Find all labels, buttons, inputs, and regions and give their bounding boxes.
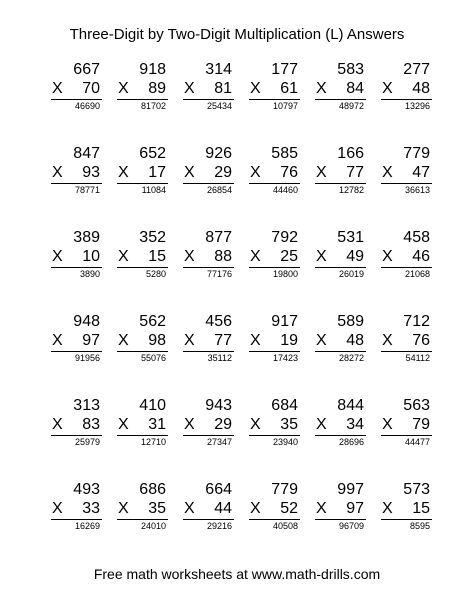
problem-row bbox=[40, 481, 436, 565]
multiplier: 89 bbox=[148, 80, 166, 97]
multiplicand: 684 bbox=[271, 397, 298, 414]
multiplicand: 573 bbox=[403, 481, 430, 498]
answer-line bbox=[183, 183, 234, 184]
answer-line bbox=[51, 183, 102, 184]
product-answer: 81702 bbox=[140, 101, 166, 111]
multiplier: 49 bbox=[346, 248, 364, 265]
multiplier: 61 bbox=[280, 80, 298, 97]
multiplier: 46 bbox=[412, 248, 430, 265]
multiplier: 76 bbox=[280, 164, 298, 181]
product-answer: 44477 bbox=[404, 437, 430, 447]
product-answer: 27347 bbox=[206, 437, 232, 447]
times-sign: X bbox=[316, 332, 327, 349]
multiplication-problem bbox=[106, 481, 172, 565]
answer-line bbox=[315, 99, 366, 100]
times-sign: X bbox=[184, 416, 195, 433]
multiplicand: 948 bbox=[73, 313, 100, 330]
multiplication-problem bbox=[304, 229, 370, 313]
problem-row bbox=[40, 397, 436, 481]
multiplication-problem bbox=[304, 313, 370, 397]
multiplicand: 456 bbox=[205, 313, 232, 330]
product-answer: 5280 bbox=[145, 269, 166, 279]
times-sign: X bbox=[52, 416, 63, 433]
times-sign: X bbox=[382, 80, 393, 97]
times-sign: X bbox=[316, 80, 327, 97]
answer-line bbox=[183, 519, 234, 520]
answer-line bbox=[315, 183, 366, 184]
multiplier: 97 bbox=[82, 332, 100, 349]
multiplicand: 779 bbox=[271, 481, 298, 498]
times-sign: X bbox=[382, 500, 393, 517]
answer-line bbox=[183, 99, 234, 100]
answer-line bbox=[183, 267, 234, 268]
multiplier: 10 bbox=[82, 248, 100, 265]
times-sign: X bbox=[382, 164, 393, 181]
answer-line bbox=[381, 99, 432, 100]
answer-line bbox=[183, 435, 234, 436]
multiplication-problem bbox=[172, 397, 238, 481]
product-answer: 46690 bbox=[74, 101, 100, 111]
answer-line bbox=[249, 351, 300, 352]
multiplicand: 410 bbox=[139, 397, 166, 414]
times-sign: X bbox=[184, 164, 195, 181]
multiplication-problem bbox=[172, 481, 238, 565]
answer-line bbox=[381, 183, 432, 184]
times-sign: X bbox=[382, 332, 393, 349]
worksheet-title: Three-Digit by Two-Digit Multiplication (L) Answers bbox=[69, 26, 405, 43]
multiplicand: 779 bbox=[403, 145, 430, 162]
multiplier: 35 bbox=[280, 416, 298, 433]
answer-line bbox=[315, 519, 366, 520]
answer-line bbox=[381, 519, 432, 520]
multiplicand: 589 bbox=[337, 313, 364, 330]
product-answer: 13296 bbox=[404, 101, 430, 111]
multiplier: 88 bbox=[214, 248, 232, 265]
answer-line bbox=[117, 99, 168, 100]
multiplicand: 585 bbox=[271, 145, 298, 162]
product-answer: 54112 bbox=[405, 353, 430, 363]
multiplicand: 918 bbox=[139, 61, 166, 78]
multiplier: 31 bbox=[148, 416, 166, 433]
times-sign: X bbox=[118, 248, 129, 265]
multiplicand: 844 bbox=[337, 397, 364, 414]
multiplier: 52 bbox=[280, 500, 298, 517]
answer-line bbox=[381, 351, 432, 352]
multiplicand: 493 bbox=[73, 481, 100, 498]
multiplier: 81 bbox=[214, 80, 232, 97]
multiplicand: 177 bbox=[271, 61, 298, 78]
times-sign: X bbox=[316, 248, 327, 265]
multiplier: 17 bbox=[148, 164, 166, 181]
multiplicand: 531 bbox=[337, 229, 364, 246]
multiplier: 76 bbox=[412, 332, 430, 349]
multiplication-problem bbox=[238, 397, 304, 481]
product-answer: 44460 bbox=[272, 185, 298, 195]
answer-line bbox=[249, 519, 300, 520]
answer-line bbox=[117, 519, 168, 520]
product-answer: 12782 bbox=[338, 185, 364, 195]
product-answer: 96709 bbox=[338, 521, 364, 531]
multiplier: 77 bbox=[346, 164, 364, 181]
multiplication-problem bbox=[106, 397, 172, 481]
multiplier: 34 bbox=[346, 416, 364, 433]
multiplier: 44 bbox=[214, 500, 232, 517]
multiplication-problem bbox=[40, 397, 106, 481]
answer-line bbox=[315, 435, 366, 436]
problem-row bbox=[40, 229, 436, 313]
multiplication-problem bbox=[40, 61, 106, 145]
product-answer: 16269 bbox=[74, 521, 100, 531]
times-sign: X bbox=[52, 164, 63, 181]
multiplication-problem bbox=[172, 61, 238, 145]
times-sign: X bbox=[52, 500, 63, 517]
multiplication-problem bbox=[304, 397, 370, 481]
multiplication-problem bbox=[370, 397, 436, 481]
multiplier: 35 bbox=[148, 500, 166, 517]
multiplication-problem bbox=[40, 229, 106, 313]
problem-row bbox=[40, 61, 436, 145]
multiplier: 33 bbox=[82, 500, 100, 517]
multiplicand: 562 bbox=[139, 313, 166, 330]
times-sign: X bbox=[118, 332, 129, 349]
times-sign: X bbox=[250, 164, 261, 181]
multiplier: 93 bbox=[82, 164, 100, 181]
times-sign: X bbox=[118, 500, 129, 517]
multiplication-problem bbox=[370, 61, 436, 145]
multiplication-problem bbox=[238, 61, 304, 145]
product-answer: 91956 bbox=[74, 353, 100, 363]
multiplication-problem bbox=[304, 61, 370, 145]
product-answer: 25979 bbox=[74, 437, 100, 447]
multiplication-problem bbox=[40, 481, 106, 565]
product-answer: 78771 bbox=[74, 185, 100, 195]
product-answer: 28272 bbox=[338, 353, 364, 363]
answer-line bbox=[315, 351, 366, 352]
times-sign: X bbox=[52, 332, 63, 349]
multiplicand: 686 bbox=[139, 481, 166, 498]
multiplier: 19 bbox=[280, 332, 298, 349]
times-sign: X bbox=[52, 80, 63, 97]
multiplication-problem bbox=[370, 229, 436, 313]
multiplication-problem bbox=[106, 313, 172, 397]
times-sign: X bbox=[316, 500, 327, 517]
multiplication-problem bbox=[238, 145, 304, 229]
multiplicand: 664 bbox=[205, 481, 232, 498]
multiplicand: 667 bbox=[73, 61, 100, 78]
times-sign: X bbox=[184, 248, 195, 265]
times-sign: X bbox=[250, 500, 261, 517]
multiplier: 77 bbox=[214, 332, 232, 349]
multiplier: 29 bbox=[214, 164, 232, 181]
multiplication-problem bbox=[106, 145, 172, 229]
multiplication-problem bbox=[172, 313, 238, 397]
multiplicand: 352 bbox=[139, 229, 166, 246]
answer-line bbox=[117, 183, 168, 184]
multiplicand: 997 bbox=[337, 481, 364, 498]
multiplication-problem bbox=[40, 313, 106, 397]
multiplicand: 389 bbox=[73, 229, 100, 246]
product-answer: 48972 bbox=[338, 101, 364, 111]
problem-row bbox=[40, 313, 436, 397]
multiplier: 15 bbox=[148, 248, 166, 265]
multiplier: 70 bbox=[82, 80, 100, 97]
product-answer: 26854 bbox=[206, 185, 232, 195]
multiplication-problem bbox=[238, 481, 304, 565]
multiplicand: 877 bbox=[205, 229, 232, 246]
times-sign: X bbox=[52, 248, 63, 265]
answer-line bbox=[117, 267, 168, 268]
multiplicand: 563 bbox=[403, 397, 430, 414]
multiplicand: 583 bbox=[337, 61, 364, 78]
answer-line bbox=[315, 267, 366, 268]
multiplier: 98 bbox=[148, 332, 166, 349]
multiplication-problem bbox=[40, 145, 106, 229]
times-sign: X bbox=[316, 164, 327, 181]
product-answer: 28696 bbox=[338, 437, 364, 447]
answer-line bbox=[249, 435, 300, 436]
multiplicand: 926 bbox=[205, 145, 232, 162]
product-answer: 21068 bbox=[404, 269, 430, 279]
product-answer: 11084 bbox=[141, 185, 166, 195]
times-sign: X bbox=[382, 248, 393, 265]
answer-line bbox=[249, 267, 300, 268]
multiplier: 29 bbox=[214, 416, 232, 433]
multiplicand: 652 bbox=[139, 145, 166, 162]
multiplication-problem bbox=[238, 229, 304, 313]
times-sign: X bbox=[250, 80, 261, 97]
product-answer: 12710 bbox=[140, 437, 166, 447]
multiplier: 25 bbox=[280, 248, 298, 265]
answer-line bbox=[51, 351, 102, 352]
multiplicand: 712 bbox=[403, 313, 430, 330]
times-sign: X bbox=[118, 164, 129, 181]
product-answer: 10797 bbox=[272, 101, 298, 111]
multiplicand: 314 bbox=[205, 61, 232, 78]
times-sign: X bbox=[250, 332, 261, 349]
multiplier: 83 bbox=[82, 416, 100, 433]
product-answer: 25434 bbox=[206, 101, 232, 111]
multiplicand: 943 bbox=[205, 397, 232, 414]
footer-text: Free math worksheets at www.math-drills.com bbox=[93, 566, 381, 582]
multiplier: 79 bbox=[412, 416, 430, 433]
answer-line bbox=[249, 183, 300, 184]
multiplicand: 792 bbox=[271, 229, 298, 246]
answer-line bbox=[117, 435, 168, 436]
product-answer: 40508 bbox=[272, 521, 298, 531]
answer-line bbox=[51, 267, 102, 268]
answer-line bbox=[51, 99, 102, 100]
multiplication-problem bbox=[304, 145, 370, 229]
answer-line bbox=[381, 435, 432, 436]
answer-line bbox=[117, 351, 168, 352]
product-answer: 29216 bbox=[206, 521, 232, 531]
multiplicand: 917 bbox=[271, 313, 298, 330]
multiplier: 97 bbox=[346, 500, 364, 517]
multiplier: 48 bbox=[412, 80, 430, 97]
multiplier: 15 bbox=[412, 500, 430, 517]
multiplicand: 313 bbox=[73, 397, 100, 414]
multiplication-problem bbox=[106, 229, 172, 313]
multiplicand: 277 bbox=[403, 61, 430, 78]
product-answer: 55076 bbox=[140, 353, 166, 363]
multiplicand: 166 bbox=[337, 145, 364, 162]
multiplication-problem bbox=[172, 229, 238, 313]
multiplication-problem bbox=[370, 145, 436, 229]
multiplicand: 458 bbox=[403, 229, 430, 246]
product-answer: 17423 bbox=[272, 353, 298, 363]
multiplication-problem bbox=[370, 481, 436, 565]
times-sign: X bbox=[184, 332, 195, 349]
product-answer: 26019 bbox=[338, 269, 364, 279]
product-answer: 3890 bbox=[79, 269, 100, 279]
answer-line bbox=[51, 519, 102, 520]
product-answer: 8595 bbox=[409, 521, 430, 531]
times-sign: X bbox=[250, 416, 261, 433]
multiplication-problem bbox=[304, 481, 370, 565]
multiplier: 47 bbox=[412, 164, 430, 181]
multiplication-problem bbox=[238, 313, 304, 397]
problem-grid bbox=[40, 61, 436, 565]
multiplier: 84 bbox=[346, 80, 364, 97]
times-sign: X bbox=[382, 416, 393, 433]
times-sign: X bbox=[118, 80, 129, 97]
times-sign: X bbox=[316, 416, 327, 433]
times-sign: X bbox=[184, 80, 195, 97]
answer-line bbox=[183, 351, 234, 352]
product-answer: 35112 bbox=[207, 353, 232, 363]
multiplication-problem bbox=[106, 61, 172, 145]
times-sign: X bbox=[184, 500, 195, 517]
product-answer: 77176 bbox=[206, 269, 232, 279]
multiplication-problem bbox=[172, 145, 238, 229]
multiplication-problem bbox=[370, 313, 436, 397]
product-answer: 24010 bbox=[140, 521, 166, 531]
answer-line bbox=[381, 267, 432, 268]
times-sign: X bbox=[118, 416, 129, 433]
times-sign: X bbox=[250, 248, 261, 265]
multiplier: 48 bbox=[346, 332, 364, 349]
product-answer: 36613 bbox=[404, 185, 430, 195]
answer-line bbox=[51, 435, 102, 436]
product-answer: 19800 bbox=[272, 269, 298, 279]
multiplicand: 847 bbox=[73, 145, 100, 162]
product-answer: 23940 bbox=[272, 437, 298, 447]
problem-row bbox=[40, 145, 436, 229]
answer-line bbox=[249, 99, 300, 100]
